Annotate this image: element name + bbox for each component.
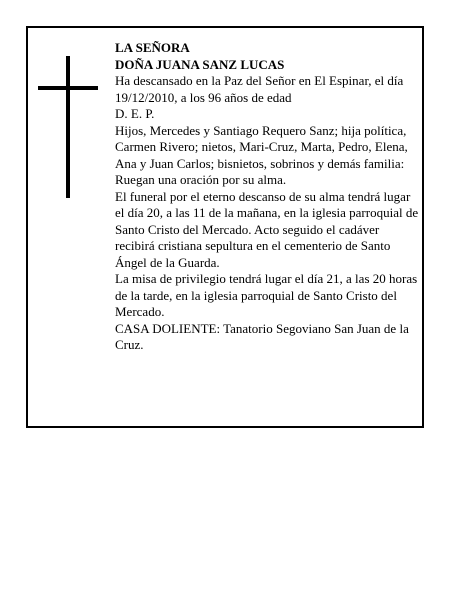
- cross-vertical-bar: [66, 56, 70, 198]
- cross-icon: [38, 56, 98, 198]
- funeral-details: El funeral por el eterno descanso de su alma tendrá lugar el día 20, a las 11 de la mañana, en la iglesia parroquial de Santo Cristo del Mercado. Acto seguido el cadáver recibirá cristiana sepultura en el cementerio de Santo Ángel de la Guarda.: [115, 188, 419, 270]
- mass-details: La misa de privilegio tendrá lugar el día 21, a las 20 horas de la tarde, en la iglesia parroquial de Santo Cristo del Mercado.: [115, 271, 418, 319]
- obituary-text: [115, 40, 420, 354]
- heading-title: LA SEÑORA: [115, 40, 190, 55]
- family-list: Hijos, Mercedes y Santiago Requero Sanz; hija política, Carmen Rivero; nietos, Mari-Cruz, Marta, Pedro, Elena, Ana y Juan Carlos; bisnietos, sobrinos y demás familia:: [115, 122, 408, 171]
- prayer-request: Ruegan una oración por su alma.: [115, 172, 287, 187]
- rested-statement: Ha descansado en la Paz del Señor en El Espinar, el día 19/12/2010, a los 96 años de edad: [115, 73, 404, 105]
- deceased-name: DOÑA JUANA SANZ LUCAS: [115, 56, 285, 72]
- cross-horizontal-bar: [38, 86, 98, 90]
- dep-line: D. E. P.: [115, 106, 155, 121]
- mourning-house: CASA DOLIENTE: Tanatorio Segoviano San Juan de la Cruz.: [115, 320, 409, 352]
